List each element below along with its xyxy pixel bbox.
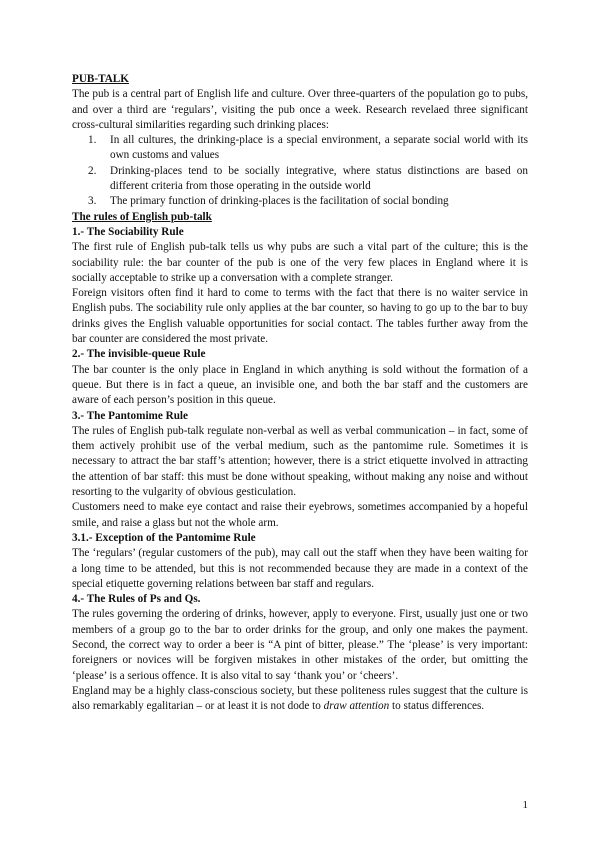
psqs-paragraph-2 [72,684,528,715]
page-number: 1 [522,799,528,811]
psqs-heading: 4.- The Rules of Ps and Qs. [72,593,201,606]
exception-heading: 3.1.- Exception of the Pantomime Rule [72,531,256,544]
queue-heading: 2.- The invisible-queue Rule [72,348,206,361]
psqs-emphasis: draw attention [323,700,390,713]
psqs-paragraph-1: The rules governing the ordering of drinks, however, apply to everyone. First, usually just one or two members of a group go to the bar to order drinks for the group, and only one makes the payment. Second, the correct way to order a beer is “A pint of bitter, please.” The ‘please’ is very important: foreigners or novices will be forgiven mistakes in other mistakes of the order, but omitting the ‘please’ is a serious offence. It is also vital to say ‘thank you’ or ‘cheers’. [72,608,528,682]
sociability-paragraph-1: The first rule of English pub-talk tells us why pubs are such a vital part of the culture; this is the sociability rule: the bar counter of the pub is one of the very few places in England where it is socially acceptable to strike up a conversation with a complete stranger. [72,241,528,284]
list-number: 1. [88,134,97,147]
intro-paragraph: The pub is a central part of English life and culture. Over three-quarters of the population go to pubs, and over a third are ‘regulars’, visiting the pub once a week. Research revelaed three significant cross-cultural similarities regarding such drinking places: [72,88,528,131]
list-item-text: Drinking-places tend to be socially integrative, where status distinctions are based on different criteria from those operating in the outside world [110,164,528,193]
queue-paragraph: The bar counter is the only place in England in which anything is sold without the formation of a queue. But there is in fact a queue, an invisible one, and both the bar staff and the customers are aware of each person’s position in this queue. [72,363,528,407]
sociability-heading: 1.- The Sociability Rule [72,225,184,238]
rules-heading: The rules of English pub-talk [72,210,212,223]
list-number: 3. [88,195,97,208]
document-title: PUB-TALK [72,73,129,85]
pantomime-paragraph-1: The rules of English pub-talk regulate non-verbal as well as verbal communication – in fact, some of them actively prohibit use of the verbal medium, such as the pantomime rule. Sometimes it is necessary to attract the bar staff’s attention; however, there is a strict etiquette involved in attracting the attention of bar staff: this must be done without speaking, without making any noise and without resorting to the vulgarity of obvious gesticulation. [72,424,528,499]
psqs-text-after: to status differences. [389,700,485,713]
psqs-text-before: England may be a highly class-conscious society, but these politeness rules suggest that the culture is also remarkably egalitarian – or at least it is not dode to [72,684,528,713]
list-item-text: The primary function of drinking-places is the facilitation of social bonding [110,195,449,208]
list-number: 2. [88,164,97,177]
list-item-text: In all cultures, the drinking-place is a special environment, a separate social world with its own customs and values [110,134,528,162]
pantomime-paragraph-2: Customers need to make eye contact and raise their eyebrows, sometimes accompanied by a hopeful smile, and raise a glass but not the whole arm. [72,501,528,529]
exception-paragraph: The ‘regulars’ (regular customers of the pub), may call out the staff when they have been waiting for a long time to be attended, but this is not recommended because they are made in a context of the special etiquette governing relations between bar staff and regulars. [72,547,528,590]
similarities-list [72,133,528,209]
list-item [72,194,528,209]
list-item [72,133,528,164]
list-item [72,164,528,195]
sociability-paragraph-2: Foreign visitors often find it hard to come to terms with the fact that there is no waiter service in English pubs. The sociability rule only applies at the bar counter, so having to go up to the bar to buy drinks gives the English valuable opportunities for social contact. The tables further away from the bar counter are considered the most private. [72,287,528,346]
pantomime-heading: 3.- The Pantomime Rule [72,409,189,422]
